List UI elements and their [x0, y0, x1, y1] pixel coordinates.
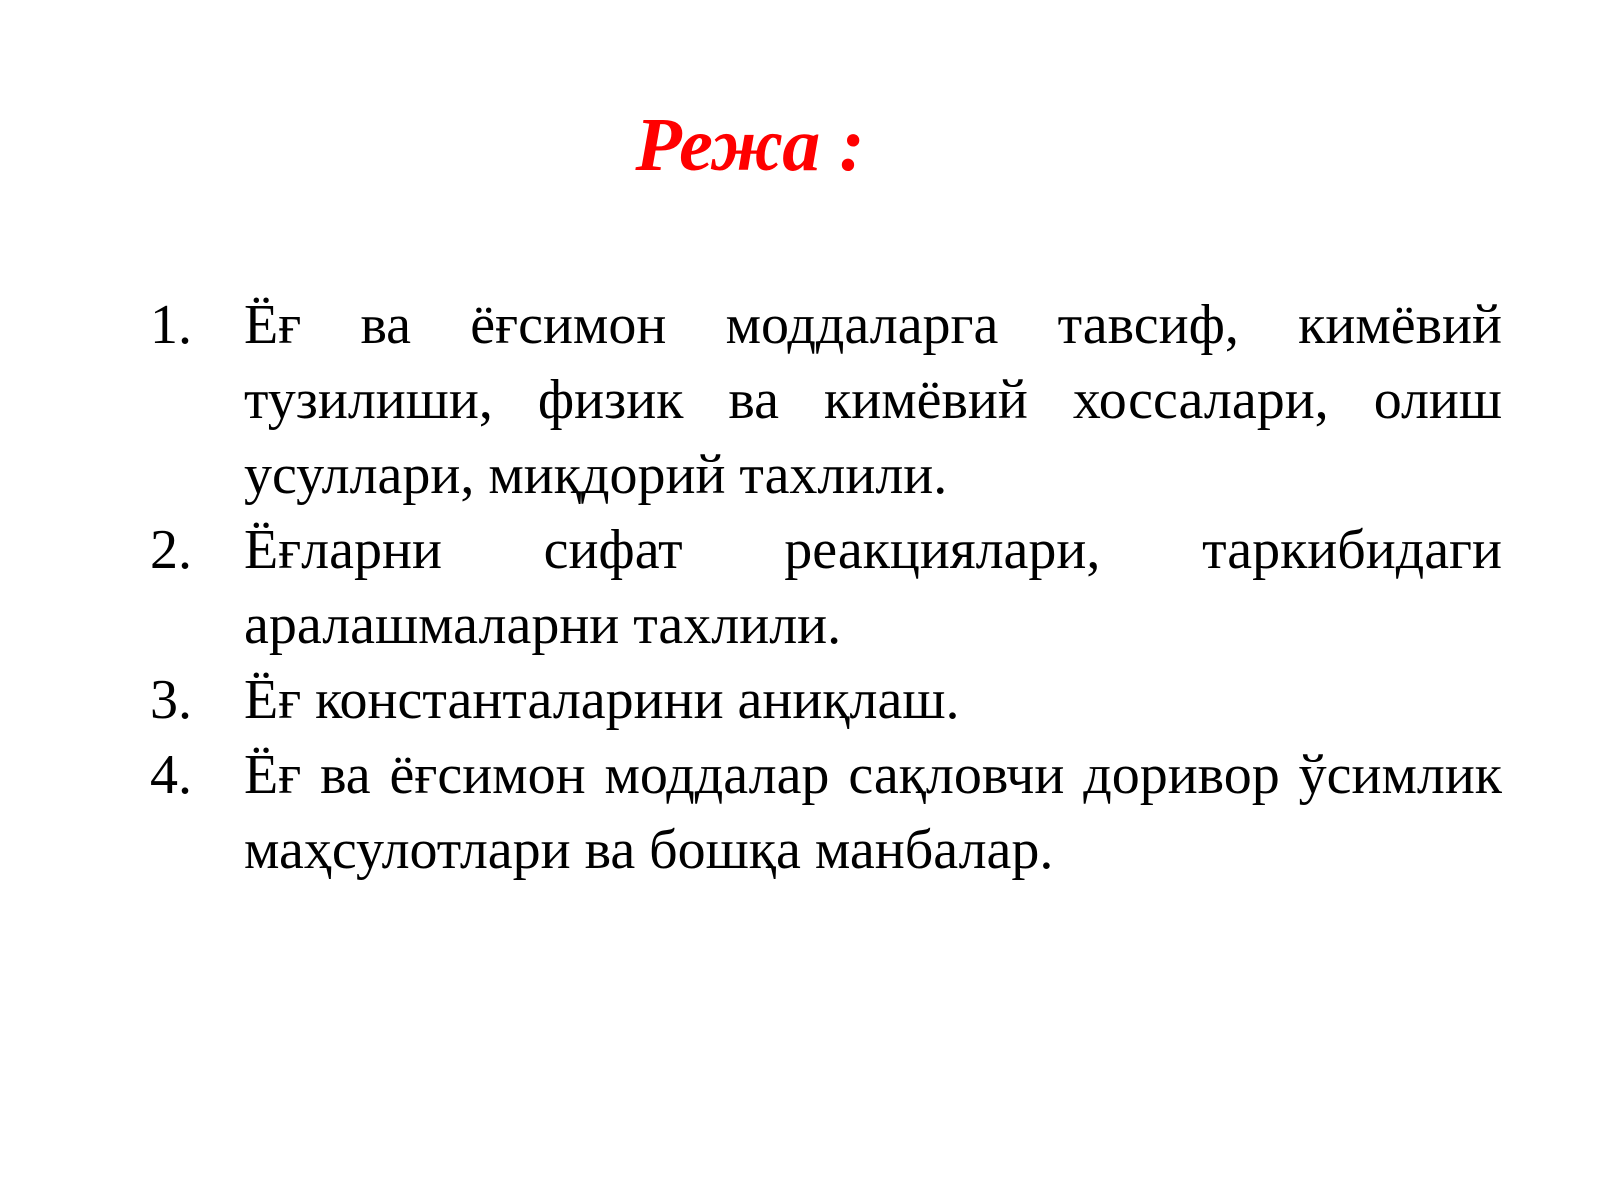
plan-item-number: 2.	[150, 519, 192, 581]
plan-item-number: 4.	[150, 744, 192, 806]
plan-item-number: 3.	[150, 669, 192, 731]
plan-item-text: Ёғ ва ёғсимон моддаларга тавсиф, кимёвий тузилиши, физик ва кимёвий хоссалари, олиш усуллари, миқдорий тахлили.	[244, 294, 1502, 506]
plan-item-text: Ёғларни сифат реакциялари, таркибидаги аралашмаларни тахлили.	[244, 519, 1502, 656]
plan-item-1	[150, 288, 1502, 513]
plan-item-number: 1.	[150, 294, 192, 356]
plan-item-2	[150, 513, 1502, 663]
slide-title: Режа :	[635, 103, 865, 187]
plan-item-text: Ёғ ва ёғсимон моддалар сақловчи доривор ўсимлик маҳсулотлари ва бошқа манбалар.	[244, 744, 1502, 881]
plan-item-3	[150, 663, 1502, 738]
plan-item-4	[150, 738, 1502, 888]
plan-list	[150, 288, 1502, 888]
plan-item-text: Ёғ константаларини аниқлаш.	[244, 669, 960, 731]
